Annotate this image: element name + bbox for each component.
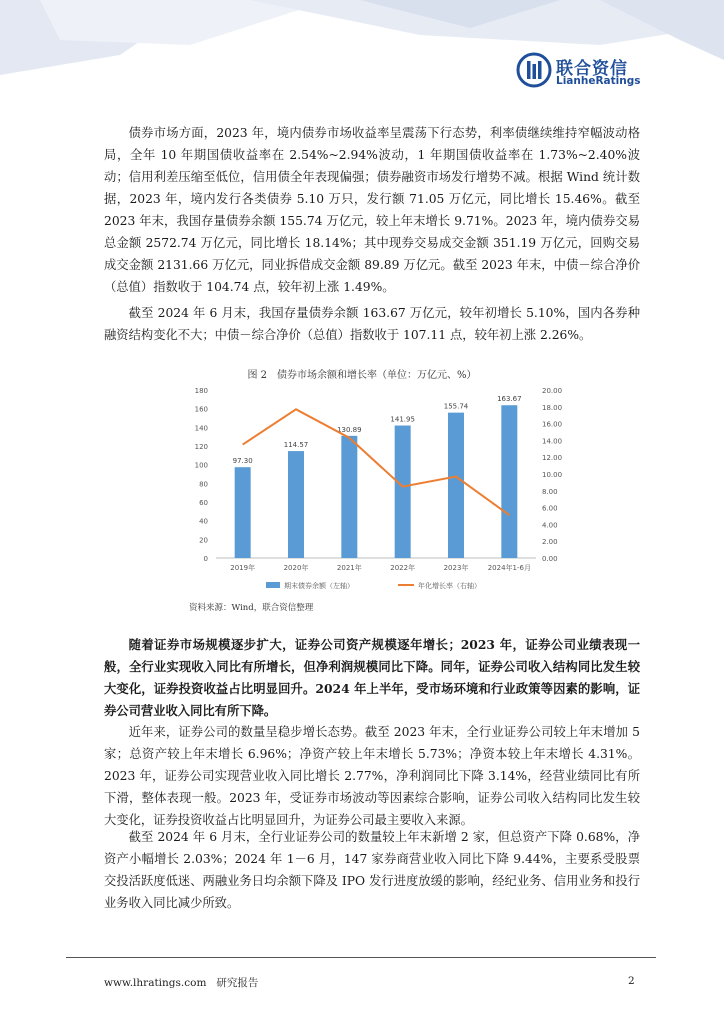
paragraph-summary-bold: 随着证券市场规模逐步扩大，证券公司资产规模逐年增长；2023 年，证券公司业绩表现一般，全行业实现收入同比有所增长，但净利润规模同比下降。同年，证券公司收入结构同比发生较大变化，证券投资收益占比明显回升。2024 年上半年，受市场环境和行业政策等因素的影响，证券公司营业收入同比有所下降。 xyxy=(104,637,640,718)
y-right-tick-label: 18.00 xyxy=(542,403,563,412)
y-left-tick-label: 140 xyxy=(194,424,208,433)
legend-label-line: 年化增长率（右轴） xyxy=(418,582,481,590)
figure-title: 图 2 债券市场余额和增长率（单位：万亿元、%） xyxy=(247,370,477,381)
paragraph-securities-2024: 截至 2024 年 6 月末，全行业证券公司的数量较上年末新增 2 家，但总资产下降 0.68%，净资产小幅增长 2.03%；2024 年 1－6 月，147 家券商营业收入同比下降 9.44%，主要系受股票交投活跃度低迷、两融业务日均余额下降及 IPO 发行进度放缓的影响，经纪业务、信用业务和投行业务收入同比减少所致。 xyxy=(104,830,640,910)
page-number: 2 xyxy=(628,975,635,987)
y-right-tick-label: 0.00 xyxy=(542,555,558,563)
bar xyxy=(448,413,464,558)
y-right-tick-label: 2.00 xyxy=(542,538,558,547)
bar xyxy=(288,451,304,558)
y-right-tick-label: 10.00 xyxy=(542,471,563,479)
bar xyxy=(395,426,411,558)
y-right-tick-label: 16.00 xyxy=(542,420,563,429)
legend-label-bar: 期末债券余额（左轴） xyxy=(284,582,354,590)
footer-url[interactable]: www.lhratings.com xyxy=(104,977,207,989)
y-right-tick-label: 12.00 xyxy=(542,454,563,463)
growth-rate-line xyxy=(243,409,510,515)
brand-name-en: LianheRatings xyxy=(556,75,641,87)
footer-doc-type: 研究报告 xyxy=(216,977,259,989)
brand-logo xyxy=(516,52,646,94)
y-left-tick-label: 40 xyxy=(199,517,208,526)
x-tick-label: 2021年 xyxy=(336,564,362,572)
y-left-tick-label: 120 xyxy=(194,443,208,451)
y-right-tick-label: 6.00 xyxy=(542,504,558,513)
paragraph-bond-market: 债券市场方面，2023 年，境内债券市场收益率呈震荡下行态势，利率债继续维持窄幅波动格局，全年 10 年期国债收益率在 2.54%~2.94%波动，1 年期国债收益率在 1.73%~2.40%波动；信用利差压缩至低位，信用债全年表现偏强；债券融资市场发行增势不减。根据 Wind 统计数据，2023 年，境内发行各类债券 5.10 万只，发行额 71.05 万亿元，同比增长 15.46%。截至 2023 年末，我国存量债券余额 155.74 万亿元，较上年末增长 9.71%。2023 年，境内债券交易总金额 2572.74 万亿元，同比增长 18.14%；其中现券交易成交金额 351.19 万亿元，回购交易成交金额 2131.66 万亿元，同业拆借成交金额 89.89 万亿元。截至 2023 年末，中债－综合净价（总值）指数收于 104.74 点，较年初上涨 1.49%。 xyxy=(104,126,640,294)
y-right-tick-label: 14.00 xyxy=(542,437,563,446)
bar xyxy=(501,405,517,558)
y-left-tick-label: 20 xyxy=(199,536,208,545)
y-right-tick-label: 8.00 xyxy=(542,487,558,496)
x-tick-label: 2023年 xyxy=(443,564,469,572)
bar-data-label: 114.57 xyxy=(283,441,309,450)
x-tick-label: 2024年1-6月 xyxy=(487,564,531,572)
paragraph-securities-firms: 近年来，证券公司的数量呈稳步增长态势。截至 2023 年末，全行业证券公司较上年末增加 5 家；总资产较上年末增长 6.96%；净资产较上年末增长 5.73%；净资本较上年末增长 4.31%。2023 年，证券公司实现营业收入同比增长 2.77%，净利润同比下降 3.14%，经营业绩同比有所下滑，整体表现一般。2023 年，受证券市场波动等因素综合影响，证券公司收入结构同比发生较大变化，证券投资收益占比明显回升，为证券公司最主要收入来源。 xyxy=(104,725,640,827)
figure-source: 资料来源：Wind，联合资信整理 xyxy=(189,603,314,613)
bar-data-label: 97.30 xyxy=(232,457,253,466)
y-left-tick-label: 180 xyxy=(194,387,208,395)
x-tick-label: 2019年 xyxy=(230,564,256,572)
bar xyxy=(235,467,251,558)
y-left-tick-label: 100 xyxy=(194,461,208,470)
legend-swatch-bar xyxy=(266,582,280,588)
bond-market-chart xyxy=(180,380,580,600)
logo-mark-icon xyxy=(516,52,552,88)
bar-data-label: 130.89 xyxy=(337,425,362,434)
y-left-tick-label: 160 xyxy=(194,405,208,414)
bar xyxy=(341,436,357,558)
x-tick-label: 2022年 xyxy=(390,564,416,572)
bar-data-label: 155.74 xyxy=(443,402,469,411)
y-left-tick-label: 0 xyxy=(203,555,208,563)
x-tick-label: 2020年 xyxy=(283,564,309,572)
y-left-tick-label: 80 xyxy=(199,480,208,489)
y-right-tick-label: 20.00 xyxy=(542,387,563,395)
y-right-tick-label: 4.00 xyxy=(542,521,558,530)
footer-site xyxy=(104,975,258,990)
brand-name-cn: 联合资信 xyxy=(556,59,628,79)
footer-divider xyxy=(66,957,656,958)
y-left-tick-label: 60 xyxy=(199,499,208,507)
paragraph-bond-market-2024: 截至 2024 年 6 月末，我国存量债券余额 163.67 万亿元，较年初增长 5.10%，国内各券种融资结构变化不大；中债－综合净价（总值）指数收于 107.11 点，较年初上涨 2.26%。 xyxy=(104,306,640,342)
bar-data-label: 163.67 xyxy=(497,395,522,404)
bar-data-label: 141.95 xyxy=(390,415,415,424)
